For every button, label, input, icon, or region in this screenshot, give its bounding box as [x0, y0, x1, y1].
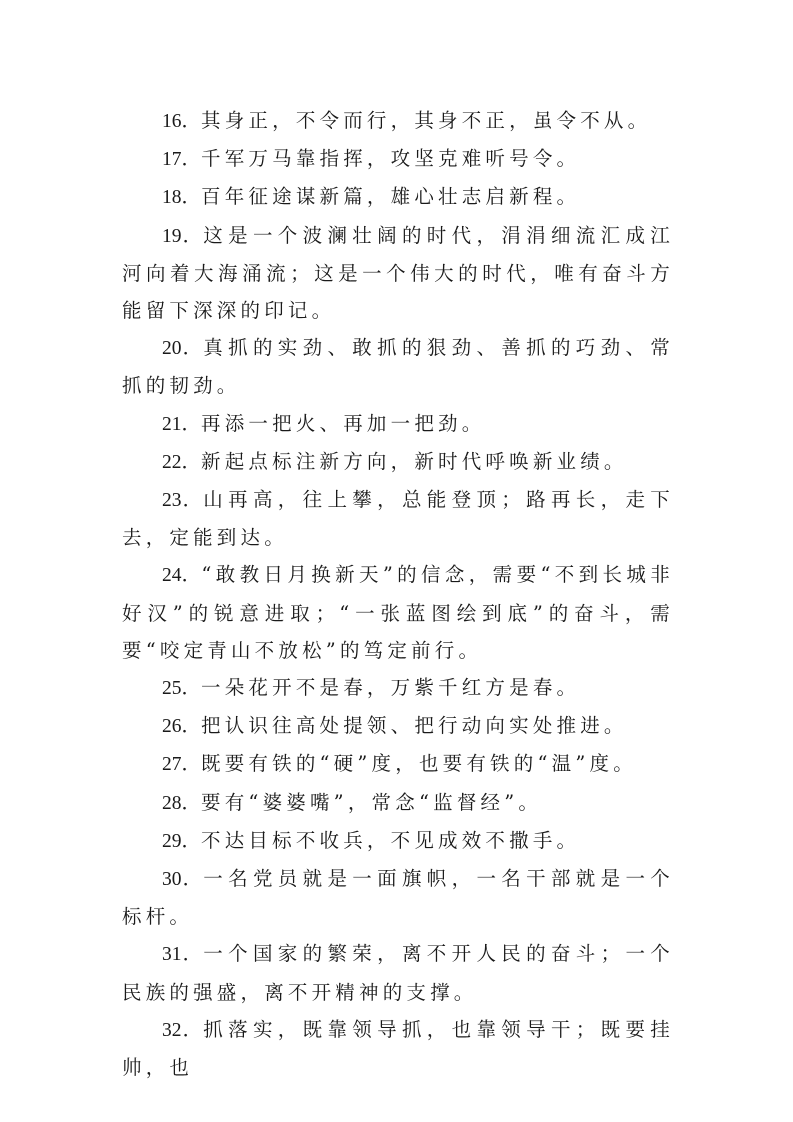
item-text: 把认识往高处提领、把行动向实处推进。 [201, 714, 628, 738]
item-number: 30． [162, 869, 204, 891]
item-text: “敢教日月换新天”的信念，需要“不到长城非好汉”的锐意进取；“一张蓝图绘到底”的奋斗，需要“咬定青山不放松”的笃定前行。 [122, 563, 674, 662]
item-number: 29． [162, 830, 202, 852]
item-text: 这是一个波澜壮阔的时代，涓涓细流汇成江河向着大海涌流；这是一个伟大的时代，唯有奋斗方能留下深深的印记。 [122, 223, 674, 323]
item-text: 要有“婆婆嘴”，常念“监督经”。 [201, 790, 543, 814]
item-text: 一名党员就是一面旗帜，一名干部就是一个标杆。 [122, 867, 674, 929]
document-page [122, 102, 674, 1086]
item-text: 既要有铁的“硬”度，也要有铁的“温”度。 [201, 752, 637, 776]
item-number: 21． [162, 413, 202, 435]
item-number: 28． [162, 792, 202, 814]
item-text: 真抓的实劲、敢抓的狠劲、善抓的巧劲、常抓的韧劲。 [122, 336, 674, 398]
item-text: 一个国家的繁荣，离不开人民的奋斗；一个民族的强盛，离不开精神的支撑。 [122, 942, 674, 1004]
item-number: 31． [162, 944, 204, 966]
list-item-19 [122, 217, 674, 330]
item-number: 20． [162, 338, 204, 360]
list-item-20 [122, 329, 674, 404]
item-text: 不达目标不收兵，不见成效不撒手。 [201, 828, 581, 852]
item-number: 23． [162, 490, 204, 512]
list-item-21 [122, 405, 674, 443]
list-item-29 [122, 822, 674, 860]
list-item-17 [122, 140, 674, 178]
item-number: 17． [162, 149, 202, 171]
list-item-23 [122, 481, 674, 556]
item-text: 一朵花开不是春，万紫千红方是春。 [201, 676, 581, 700]
list-item-16 [122, 102, 674, 140]
item-number: 18． [162, 187, 202, 209]
list-item-32 [122, 1011, 674, 1086]
item-text: 千军万马靠指挥，攻坚克难听号令。 [201, 147, 581, 171]
item-number: 24． [162, 565, 202, 587]
item-number: 22． [162, 451, 202, 473]
item-text: 其身正，不令而行，其身不正，虽令不从。 [201, 109, 652, 132]
item-text: 百年征途谋新篇，雄心壮志启新程。 [201, 185, 581, 209]
item-number: 25． [162, 678, 202, 700]
item-text: 新起点标注新方向，新时代呼唤新业绩。 [201, 449, 628, 473]
item-text: 再添一把火、再加一把劲。 [201, 411, 486, 435]
item-number: 27． [162, 754, 202, 776]
item-text: 抓落实，既靠领导抓，也靠领导干；既要挂帅，也 [122, 1017, 674, 1080]
list-item-28 [122, 784, 674, 822]
list-item-26 [122, 707, 674, 745]
list-item-18 [122, 178, 674, 216]
list-item-27 [122, 745, 674, 783]
item-number: 16． [162, 111, 202, 132]
list-item-24 [122, 556, 674, 669]
item-number: 19． [162, 225, 204, 247]
list-item-31 [122, 935, 674, 1010]
list-item-30 [122, 860, 674, 935]
item-number: 32． [162, 1019, 204, 1041]
list-item-25 [122, 669, 674, 707]
list-item-22 [122, 443, 674, 481]
item-number: 26． [162, 716, 202, 738]
item-text: 山再高，往上攀，总能登顶；路再长，走下去，定能到达。 [122, 488, 674, 550]
